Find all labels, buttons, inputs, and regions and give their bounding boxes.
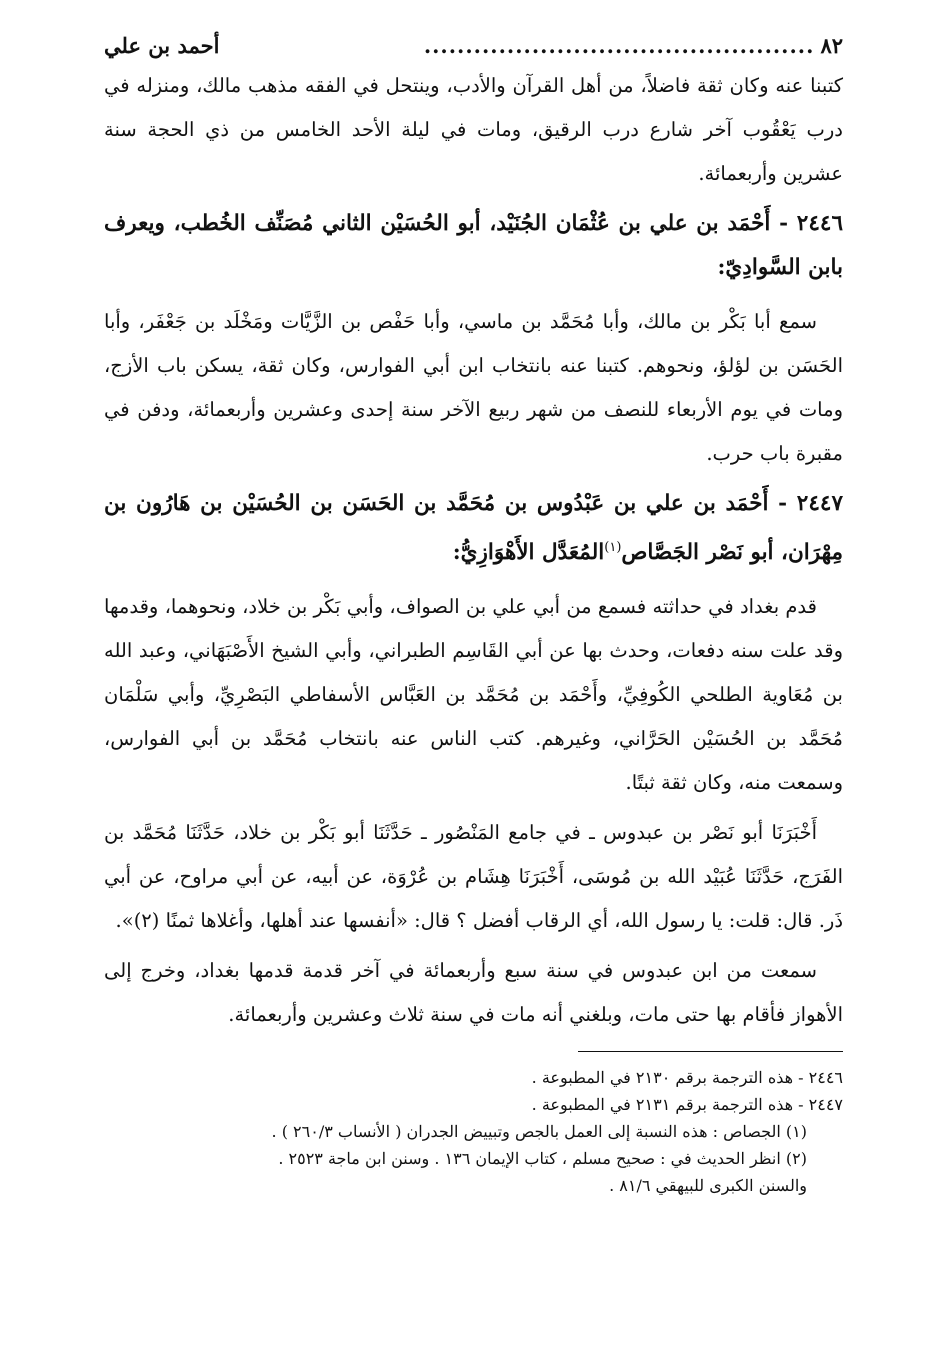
footnote-1: (١) الجصاص : هذه النسبة إلى العمل بالجص وتبييض الجدران ( الأنساب ٢٦٠/٣ ) . [271,1122,807,1142]
paragraph-continued: كتبنا عنه وكان ثقة فاضلاً، من أهل القرآن والأدب، وينتحل في الفقه مذهب مالك، ومنزله في درب يَعْقُوب آخر شارع درب الرقيق، ومات في ليلة الأحد الخامس من ذي الحجة سنة عشرين وأربعمائة. [104,74,843,185]
footnote-2447: ٢٤٤٧ - هذه الترجمة برقم ٢١٣١ في المطبوعة . [531,1095,843,1115]
footnote-2-continued: والسنن الكبرى للبيهقي ٨١/٦ . [609,1176,807,1196]
entry-heading-2447-main: ٢٤٤٧ - أَحْمَد بن علي بن عَبْدُوس بن مُحَمَّد بن الحَسَن بن الحُسَيْن بن هَارُون بن مِهْرَان، أبو نَصْر الجَصَّاص [104,491,843,566]
header-leader-dots: ............................................... [423,33,815,58]
footnote-ref-1: (١) [604,540,622,555]
hadith-text: أَخْبَرَنَا أبو نَصْر بن عبدوس ـ في جامع المَنْصُور ـ حَدَّثَنَا أبو بَكْر بن خلاد، حَدَّثَنَا مُحَمَّد بن الفَرَج، حَدَّثَنَا عُبَيْد الله بن مُوسَى، أَخْبَرَنَا هِشَام بن عُرْوَة، عن أبيه، عن أبي مراوح، عن أبي ذَر. قال: قلت: يا رسول الله، أي الرقاب أفضل ؟ قال: «أنفسها عند أهلها، وأغلاها ثمنًا [104,821,843,933]
footnote-ref-2: (٢) [133,909,160,933]
page-header [104,30,843,62]
entry-heading-2447-tail: المُعَدَّل الأَهْوَازِيُّ: [452,540,605,566]
footnote-2: (٢) انظر الحديث في : صحيح مسلم ، كتاب الإيمان ١٣٦ . وسنن ابن ماجة ٢٥٢٣ . [278,1149,807,1169]
entry-heading-2446: ٢٤٤٦ - أَحْمَد بن علي بن عُثْمَان الجُنَيْد، أبو الحُسَيْن الثاني مُصَنِّف الخُطب، ويعرف بابن السَّوادِيّ: [104,211,843,280]
page-number: ٨٢ [820,33,843,58]
hadith-close: ». [115,909,134,933]
paragraph-entry-2447: قدم بغداد في حداثته فسمع من أبي علي بن الصواف، وأبي بَكْر بن خلاد، ونحوهما، وقدمها وقد علت سنه دفعات، وحدث بها عن أبي القَاسِم الطبراني، وأبي الشيخ الأَصْبَهَاني، وعبد الله بن مُعَاوية الطلحي الكُوفِيِّ، وأَحْمَد بن مُحَمَّد بن العَبَّاس الأسفاطي البَصْرِيِّ، وأبي سَلْمَان مُحَمَّد بن الحُسَيْن الحَرَّاني، وغيرهم. كتب الناس عنه بانتخاب مُحَمَّد بن أبي الفوارس، وسمعت منه، وكان ثقة ثبتًا. [104,595,843,795]
footnote-separator [578,1051,843,1052]
paragraph-hadith [104,811,843,943]
running-title: أحمد بن علي [104,33,220,58]
paragraph-closing: سمعت من ابن عبدوس في سنة سبع وأربعمائة في آخر قدمة قدمها بغداد، وخرج إلى الأهواز فأقام بها حتى مات، وبلغني أنه مات في سنة ثلاث وعشرين وأربعمائة. [104,959,843,1027]
footnote-2446: ٢٤٤٦ - هذه الترجمة برقم ٢١٣٠ في المطبوعة . [531,1068,843,1088]
entry-heading-2447 [104,482,843,575]
paragraph-entry-2446: سمع أبا بَكْر بن مالك، وأبا مُحَمَّد بن ماسي، وأبا حَفْص بن الزَّيَّات ومَخْلَد بن جَعْفَر، وأبا الحَسَن بن لؤلؤ، ونحوهم. كتبنا عنه بانتخاب ابن أبي الفوارس، وكان ثقة، يسكن باب الأزج، ومات في يوم الأربعاء للنصف من شهر ربيع الآخر سنة إحدى وعشرين وأربعمائة، ودفن في مقبرة باب حرب. [104,310,843,465]
